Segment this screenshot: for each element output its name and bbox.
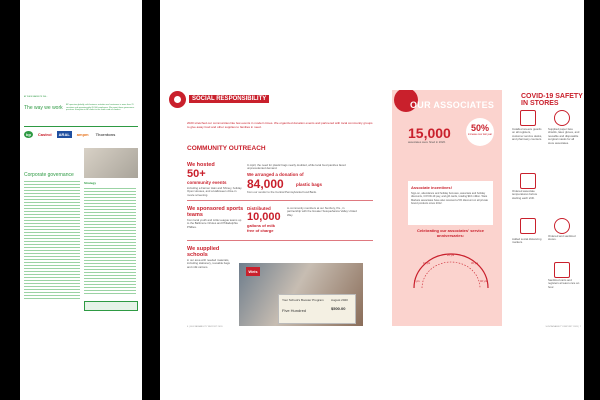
- sports-description: from local youth and Little League teams up to the Baltimore Orioles and Philadelphia Phillies.: [187, 218, 242, 229]
- social-responsibility-page: [160, 78, 378, 330]
- anniversary-arc-line: [414, 254, 488, 288]
- hired-label: associates were hired in 2020.: [408, 140, 446, 144]
- plastic-arranged: We arranged a donation of: [247, 172, 304, 177]
- ampm-logo: ampm: [76, 132, 89, 137]
- check-date: August 2020: [331, 298, 348, 302]
- page-footer-7: SUSTAINABILITY REPORT 2020 | 7: [545, 326, 581, 328]
- strategy-title: Strategy: [84, 181, 97, 185]
- plastic-intro: In April, the need for plastic bags nearly doubled, while local food pantries faced unprecedented demand.: [247, 163, 346, 171]
- plastic-label: plastic bags: [296, 182, 323, 187]
- strategy-body-text: [84, 188, 136, 296]
- milk-value: 10,000: [247, 211, 281, 223]
- anniversary-label-40: 40 yrs: [480, 280, 488, 283]
- castrol-logo: Castrol: [37, 132, 52, 137]
- governance-body-text: [24, 181, 80, 301]
- covid-item-6: Sanitized carts and registers at least once an hour.: [548, 278, 580, 289]
- left-page: [20, 93, 142, 319]
- section-logo-icon: [169, 91, 186, 108]
- face-shield-icon: [554, 110, 570, 126]
- divider-line: [187, 200, 373, 201]
- anniversary-label-5: 5 yrs: [414, 280, 420, 283]
- milk-lead: Distributed: [247, 206, 271, 211]
- schools-description: in our area with needed materials, including stationery, reusable bags and milk cartons.: [187, 258, 230, 269]
- section-title: SOCIAL RESPONSIBILITY: [189, 95, 269, 103]
- left-page-photo: [84, 148, 138, 178]
- cart-icon: [554, 262, 570, 278]
- covid-item-5: Added social distancing markers.: [512, 237, 542, 245]
- floor-marker-icon: [520, 218, 536, 234]
- section-intro: 2020 stretched our communities like few events in modern times. We organized donation events and partnered with local community groups to give away food and other supplies to families in need.: [187, 121, 373, 129]
- incentives-title: Associate incentives!: [411, 185, 452, 190]
- hired-count: 15,000: [408, 125, 451, 141]
- check-written: Five Hundred: [282, 308, 307, 313]
- covid-item-4: Ordered and sanitized stores.: [548, 234, 576, 242]
- divider-line-2: [187, 240, 373, 241]
- thorntons-logo: Thorntons: [95, 132, 116, 137]
- anniversary-label-20: 20 yrs: [447, 254, 455, 257]
- sneeze-guard-icon: [520, 110, 536, 126]
- left-page-callout-box: [84, 301, 138, 311]
- gap-black-band: [142, 0, 160, 400]
- associates-title: OUR ASSOCIATES: [410, 100, 495, 110]
- milk-label: gallons of milk free of charge: [247, 223, 276, 233]
- covid-title: COVID-19 SAFETY IN STORES: [521, 93, 583, 107]
- governance-title: Corporate governance: [24, 172, 74, 178]
- left-black-band: [0, 0, 20, 400]
- increase-label: increase over last year: [467, 133, 493, 136]
- check-amount: $500.00: [331, 306, 346, 311]
- covid-item-1: Installed sneeze guards on all registers, customer service desks, and pharmacy counters.: [512, 127, 543, 142]
- aral-logo: ARAL: [58, 132, 70, 137]
- donation-check: [278, 294, 356, 324]
- schools-title: We supplied schools: [187, 246, 220, 258]
- left-page-divider: [24, 126, 138, 127]
- anniversary-arc: [410, 250, 492, 290]
- sanitizer-icon: [554, 218, 570, 234]
- incentives-box: [408, 181, 493, 225]
- anniversary-label-30: 30 yrs: [471, 262, 479, 265]
- hosted-value: 50+: [187, 168, 206, 180]
- right-black-band: [584, 0, 600, 400]
- hosted-description: including a Farmer Hain and Shiney, holiday Open Houses, and a Halloween drive-in movie screening.: [187, 186, 242, 197]
- milk-description: to community members at our Sunbury, Pa., in partnership with the Greater Susquehanna Valley United Way.: [287, 206, 357, 217]
- hosted-lead: We hosted: [187, 162, 215, 168]
- plastic-description: from our vendor to the Central Pennsylvania Food Bank.: [247, 190, 317, 194]
- increase-badge: [466, 118, 494, 146]
- left-page-intro: BP operates globally, with business activities and customers in more than 70 countries and approximately 65,900 employees. We report these governance practices. Everyone in BP works to the same code of conduct.: [66, 104, 135, 112]
- covid-item-2: Supplied paper face shields, latex gloves, and reusable and disposable surgical masks for all store associates.: [548, 127, 580, 145]
- covid-item-3: Ordered associate temperatures before starting each shift.: [512, 189, 538, 200]
- community-outreach-title: COMMUNITY OUTREACH: [187, 145, 266, 152]
- anniversary-title: Celebrating our associates' service anniversaries:: [417, 228, 484, 238]
- left-page-header: AT WEIS MARKETS WE...: [24, 96, 48, 98]
- increase-value: 50%: [470, 123, 489, 133]
- hosted-label: community events: [187, 180, 227, 185]
- plastic-value: 84,000: [247, 177, 284, 191]
- associates-covid-page: [388, 78, 584, 330]
- anniversary-inner-arc: [422, 262, 480, 288]
- anniversary-label-10: 10 yrs: [423, 262, 431, 265]
- incentives-text: Sign-on, attendance and holiday bonuses, associate and holiday discounts, COVID-19 pay, and gift cards, totaling $16 million. Weis Markets associates have also received a 5% discount on all private brand products since 2012.: [411, 192, 488, 206]
- weis-logo: Weis: [246, 267, 260, 276]
- sports-title: We sponsored sports teams: [187, 206, 244, 218]
- left-page-title: The way we work: [24, 105, 63, 111]
- thermometer-icon: [520, 173, 536, 189]
- brand-logos: [24, 131, 117, 138]
- check-payto: Your School's Booster Program: [282, 298, 324, 302]
- page-footer-6: 6 | SUSTAINABILITY REPORT 2020: [187, 326, 223, 328]
- bp-logo: bp: [26, 132, 31, 137]
